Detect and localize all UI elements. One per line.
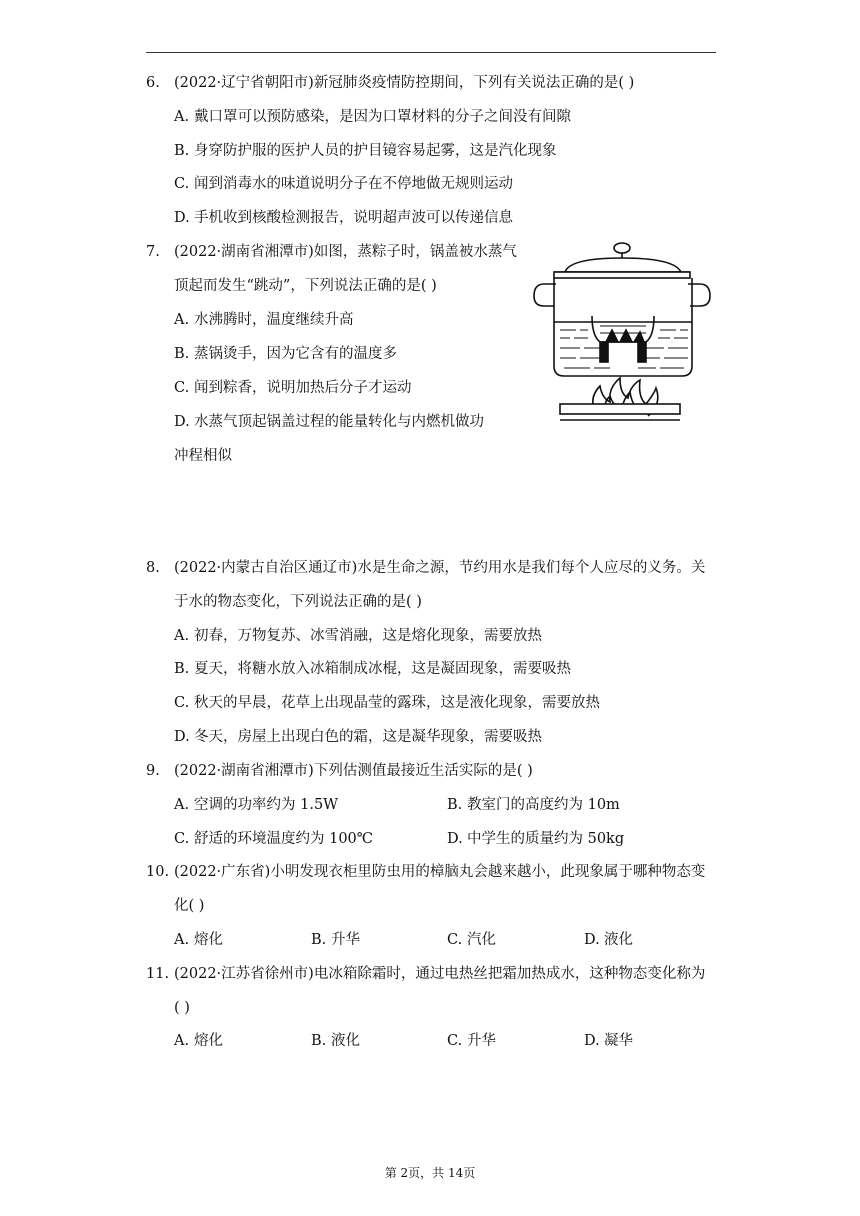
option-a — [174, 310, 354, 330]
question-stem: (2022·湖南省湘潭市)如图，蒸粽子时，锅盖被水蒸气 — [174, 244, 517, 260]
option-letter: C. — [174, 831, 190, 847]
option-letter: C. — [174, 695, 190, 711]
option-letter: A. — [174, 312, 190, 328]
option-b — [311, 930, 360, 950]
question-stem: 化( ) — [174, 898, 205, 914]
option-text: 汽化 — [467, 932, 496, 948]
option-text: 升华 — [331, 932, 360, 948]
option-letter: D. — [174, 414, 190, 430]
option-letter: B. — [174, 346, 190, 362]
option-text: 空调的功率约为 1.5W — [194, 797, 339, 813]
question-stem: (2022·内蒙古自治区通辽市)水是生命之源，节约用水是我们每个人应尽的义务。关 — [174, 560, 706, 576]
option-text: 冬天，房屋上出现白色的霜，这是凝华现象，需要吸热 — [194, 729, 542, 745]
question-number: 6. — [146, 75, 160, 91]
option-b — [447, 795, 620, 815]
option-d — [447, 829, 624, 849]
option-c — [447, 1031, 496, 1051]
option-letter: B. — [447, 797, 463, 813]
question-number: 9. — [146, 763, 160, 779]
option-letter: A. — [174, 797, 190, 813]
page-footer: 第 2页，共 14页 — [384, 1166, 476, 1180]
option-a — [174, 107, 571, 127]
option-text: 升华 — [467, 1033, 496, 1049]
option-text: 闻到消毒水的味道说明分子在不停地做无规则运动 — [194, 176, 513, 192]
question-number: 8. — [146, 560, 160, 576]
option-b — [174, 141, 557, 161]
question-stem: ( ) — [174, 1000, 190, 1016]
option-text: 闻到粽香，说明加热后分子才运动 — [194, 380, 412, 396]
option-letter: B. — [311, 1033, 327, 1049]
option-text: 初春，万物复苏、冰雪消融，这是熔化现象，需要放热 — [194, 628, 542, 644]
option-text: 凝华 — [604, 1033, 633, 1049]
option-text: 夏天，将糖水放入冰箱制成冰棍，这是凝固现象，需要吸热 — [194, 661, 571, 677]
option-b — [174, 344, 397, 364]
option-d — [584, 1031, 633, 1051]
option-letter: D. — [174, 729, 190, 745]
header-rule — [146, 52, 716, 53]
question-stem: (2022·辽宁省朝阳市)新冠肺炎疫情防控期间，下列有关说法正确的是( ) — [174, 75, 635, 91]
option-b — [311, 1031, 360, 1051]
option-text: 舒适的环境温度约为 100℃ — [194, 831, 374, 847]
option-letter: A. — [174, 628, 190, 644]
steamer-pot-figure — [530, 238, 720, 423]
option-a — [174, 930, 223, 950]
option-text: 戴口罩可以预防感染，是因为口罩材料的分子之间没有间隙 — [194, 109, 571, 125]
option-a — [174, 626, 542, 646]
option-letter: C. — [447, 932, 463, 948]
question-stem: (2022·湖南省湘潭市)下列估测值最接近生活实际的是( ) — [174, 763, 533, 779]
option-text: 水蒸气顶起锅盖过程的能量转化与内燃机做功 — [194, 414, 484, 430]
option-continuation: 冲程相似 — [174, 448, 232, 464]
option-c — [174, 693, 600, 713]
option-c — [447, 930, 496, 950]
option-letter: B. — [174, 661, 190, 677]
option-text: 水沸腾时，温度继续升高 — [194, 312, 354, 328]
question-number: 10. — [146, 864, 170, 880]
option-letter: D. — [447, 831, 463, 847]
option-letter: A. — [174, 1033, 190, 1049]
option-c — [174, 378, 412, 398]
option-letter: D. — [174, 210, 190, 226]
option-text: 秋天的早晨，花草上出现晶莹的露珠，这是液化现象，需要放热 — [194, 695, 600, 711]
option-letter: C. — [174, 176, 190, 192]
option-a — [174, 795, 338, 815]
question-number: 7. — [146, 244, 160, 260]
option-c — [174, 174, 513, 194]
option-text: 熔化 — [194, 932, 223, 948]
question-number: 11. — [146, 966, 170, 982]
option-text: 液化 — [331, 1033, 360, 1049]
option-text: 身穿防护服的医护人员的护目镜容易起雾，这是汽化现象 — [194, 143, 557, 159]
option-b — [174, 659, 571, 679]
question-stem: (2022·江苏省徐州市)电冰箱除霜时，通过电热丝把霜加热成水，这种物态变化称为 — [174, 966, 706, 982]
option-d — [584, 930, 633, 950]
option-letter: B. — [311, 932, 327, 948]
option-d — [174, 208, 513, 228]
option-d — [174, 727, 542, 747]
option-letter: D. — [584, 932, 600, 948]
option-text: 手机收到核酸检测报告，说明超声波可以传递信息 — [194, 210, 513, 226]
question-stem: 顶起而发生“跳动”，下列说法正确的是( ) — [174, 278, 437, 294]
option-letter: A. — [174, 932, 190, 948]
option-text: 液化 — [604, 932, 633, 948]
option-letter: C. — [447, 1033, 463, 1049]
question-stem: (2022·广东省)小明发现衣柜里防虫用的樟脑丸会越来越小，此现象属于哪种物态变 — [174, 864, 706, 880]
option-c — [174, 829, 373, 849]
question-stem: 于水的物态变化，下列说法正确的是( ) — [174, 594, 422, 610]
option-text: 中学生的质量约为 50kg — [467, 831, 625, 847]
option-d — [174, 412, 484, 432]
option-letter: A. — [174, 109, 190, 125]
option-text: 熔化 — [194, 1033, 223, 1049]
option-letter: B. — [174, 143, 190, 159]
option-text: 教室门的高度约为 10m — [467, 797, 620, 813]
option-letter: D. — [584, 1033, 600, 1049]
option-text: 蒸锅烫手，因为它含有的温度多 — [194, 346, 397, 362]
option-a — [174, 1031, 223, 1051]
option-letter: C. — [174, 380, 190, 396]
